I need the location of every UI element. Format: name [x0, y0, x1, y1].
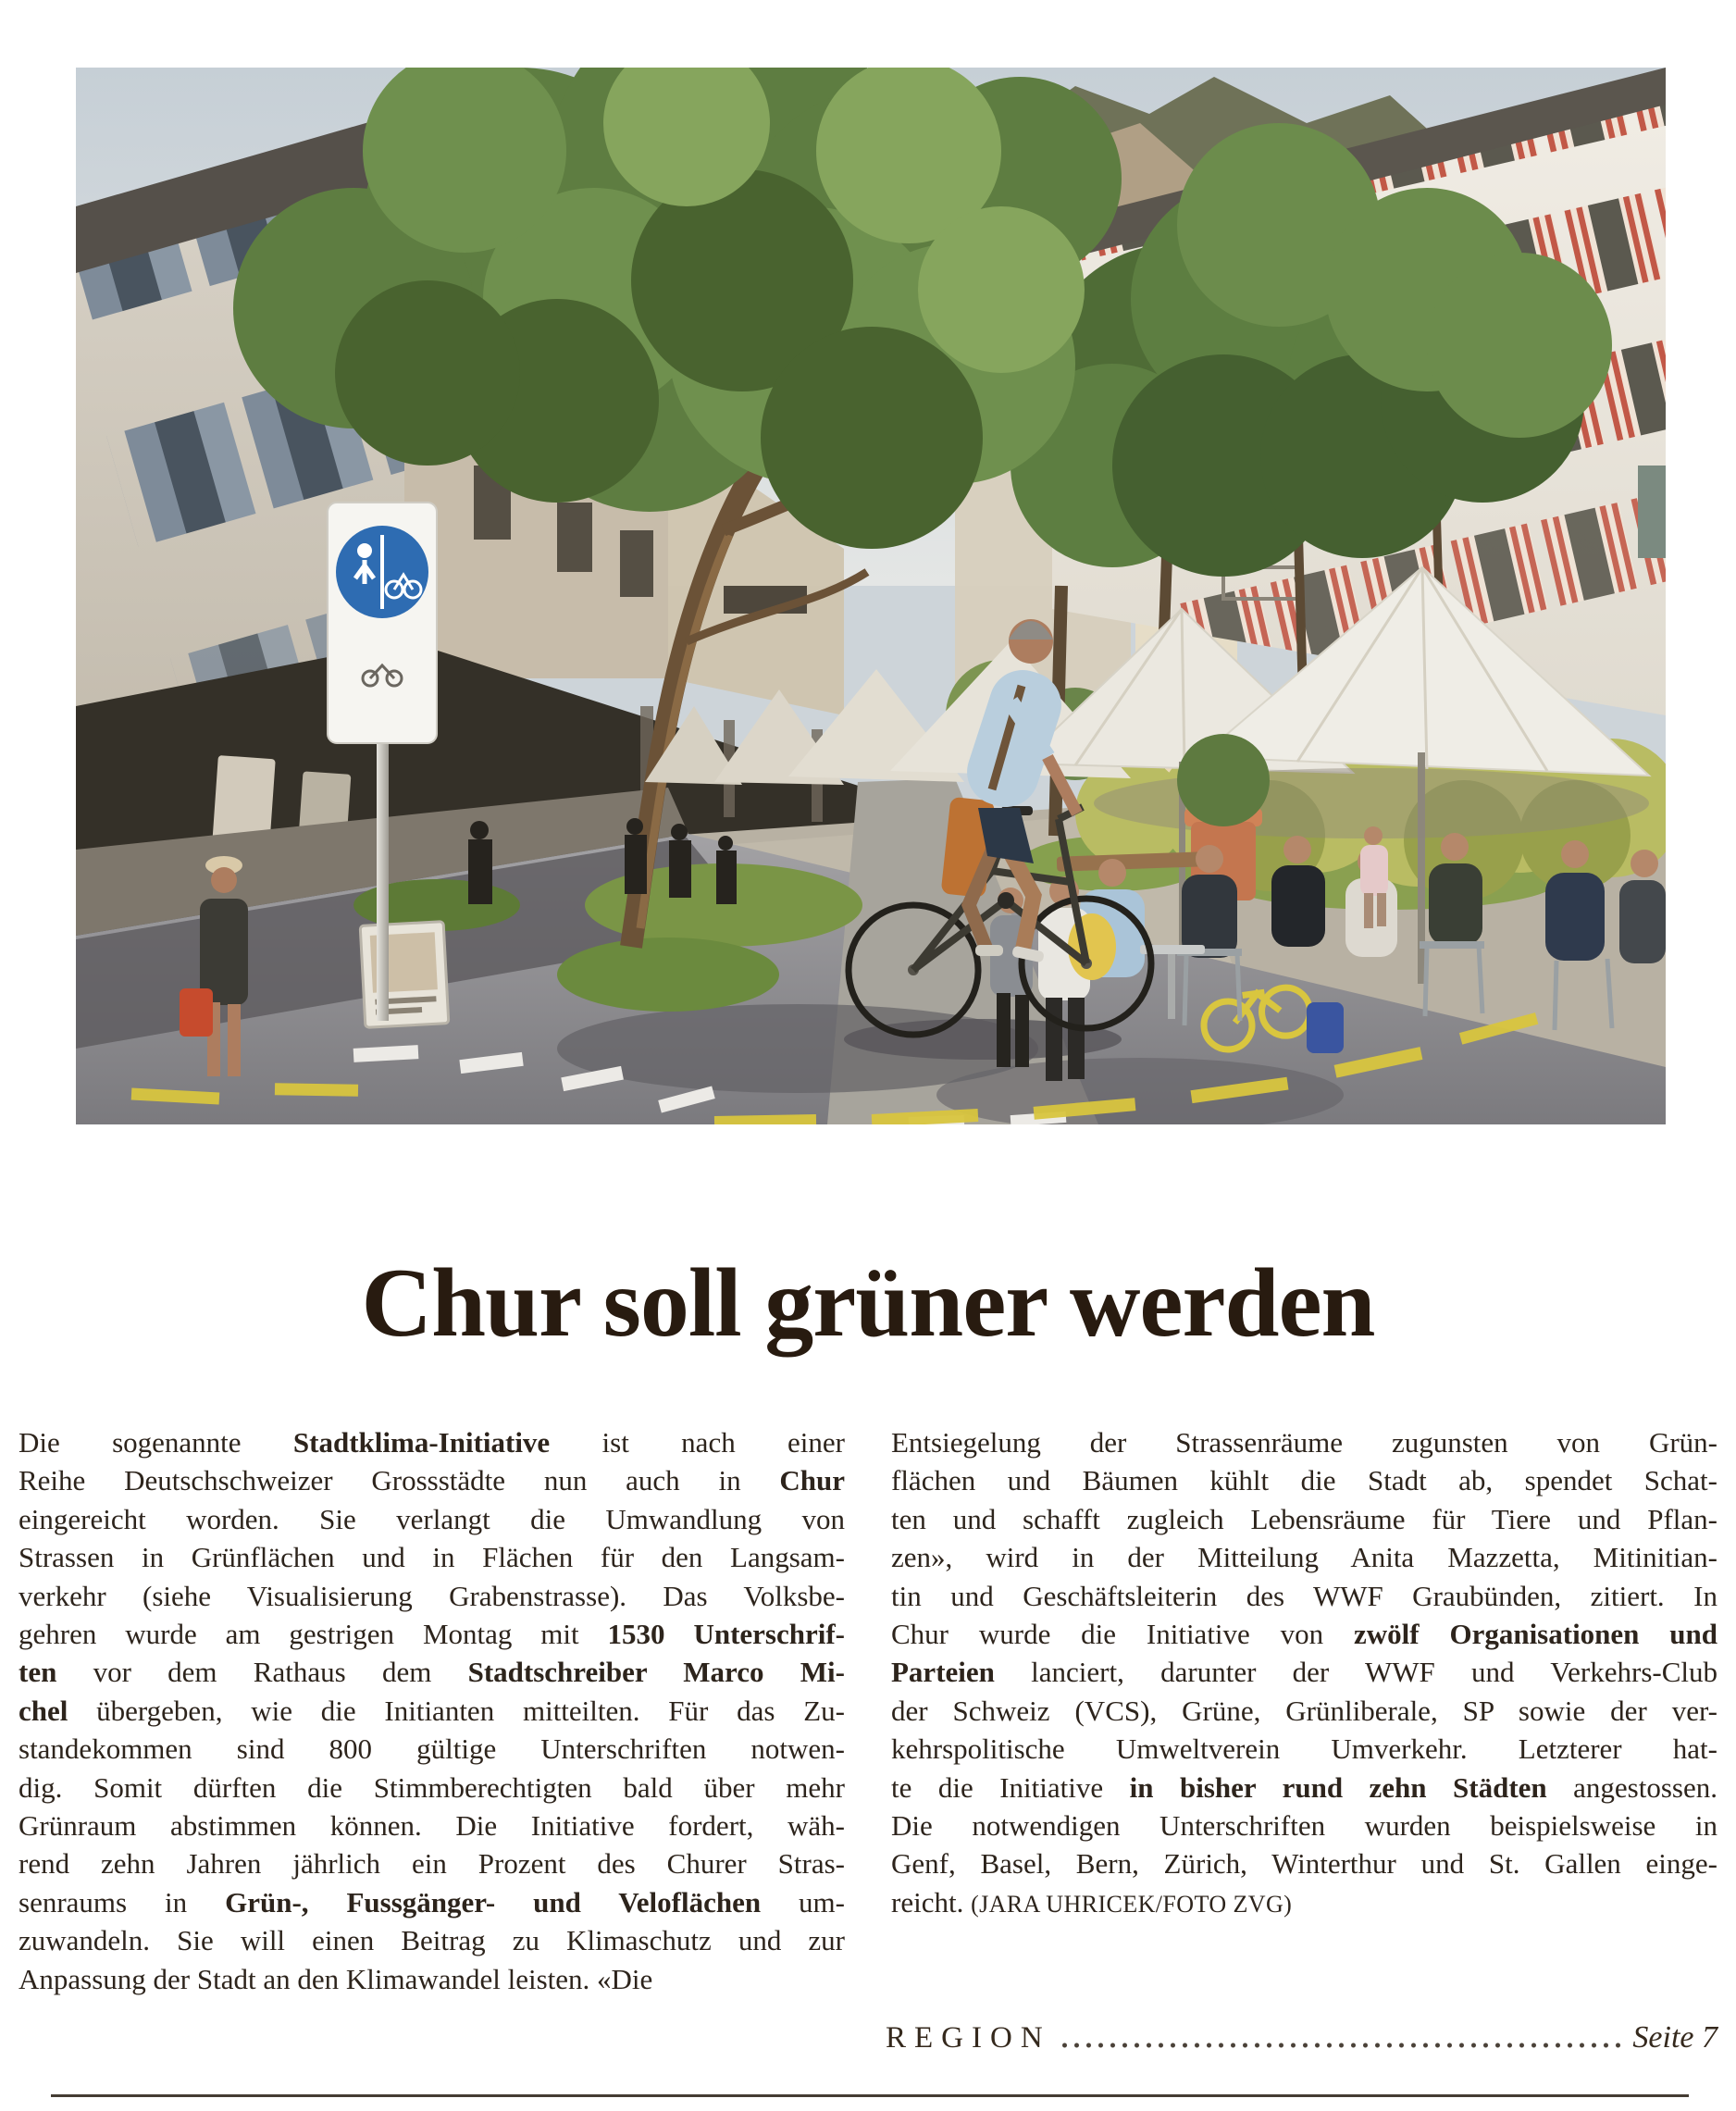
poster-board — [360, 922, 449, 1028]
page-reference: Seite 7 — [1632, 2020, 1717, 2055]
bottom-rule — [51, 2094, 1689, 2097]
article-column-left: Die sogenannte Stadtklima-Initiative ist nach einer Reihe Deutschschweizer Grossstädte nun auch in Chur eingereicht worden. Sie verlangt die Umwandlung von Strassen in Grünflächen und in Flächen für den Langsam- verkehr (siehe Visualisierung Grabenstrasse). Das Volksbe- gehren wurde am gestrigen Montag mit 1530 Unterschrif- ten vor dem Rathaus dem Stadtschreiber Marco Mi- chel übergeben, wie die Initianten mitteilten. Für das Zu- standekommen sind 800 gültige Unterschriften notwen- dig. Somit dürften die Stimmberechtigten bald über mehr Grünraum abstimmen können. Die Initiative fordert, wäh- rend zehn Jahren jährlich ein Prozent des Churer Stras- senraums in Grün-, Fussgänger- und Veloflächen um- zuwandeln. Sie will einen Beitrag zu Klimaschutz und zur Anpassung der Stadt an den Klimawandel leisten. «Die — [19, 1426, 845, 1995]
headline: Chur soll grüner werden — [361, 1248, 1375, 1357]
section-teaser — [886, 2020, 1717, 2055]
dot-leader — [1059, 2042, 1622, 2049]
article-column-right: Entsiegelung der Strassenräume zugunsten von Grün- flächen und Bäumen kühlt die Stadt ab, spendet Schat- ten und schafft zugleich Lebensräume für Tiere und Pflan- zen», wird in der Mitteilung Anita Mazzetta, Mitinitian- tin und Geschäftsleiterin des WWF Graubünden, zitiert. In Chur wurde die Initiative von zwölf Organisationen und Parteien lanciert, darunter der WWF und Verkehrs-Club der Schweiz (VCS), Grüne, Grünliberale, SP sowie der ver- kehrspolitische Umweltverein Umverkehr. Letzterer hat- te die Initiative in bisher rund zehn Städten angestossen. Die notwendigen Unterschriften wurden beispielsweise in Genf, Basel, Bern, Zürich, Winterthur und St. Gallen einge- reicht. (JARA UHRICEK/FOTO ZVG) — [891, 1426, 1717, 1919]
street-photo — [76, 68, 1666, 1124]
street-photo-art — [76, 68, 1666, 1124]
section-label: REGION — [886, 2021, 1051, 2055]
article-body — [19, 1423, 1717, 1998]
